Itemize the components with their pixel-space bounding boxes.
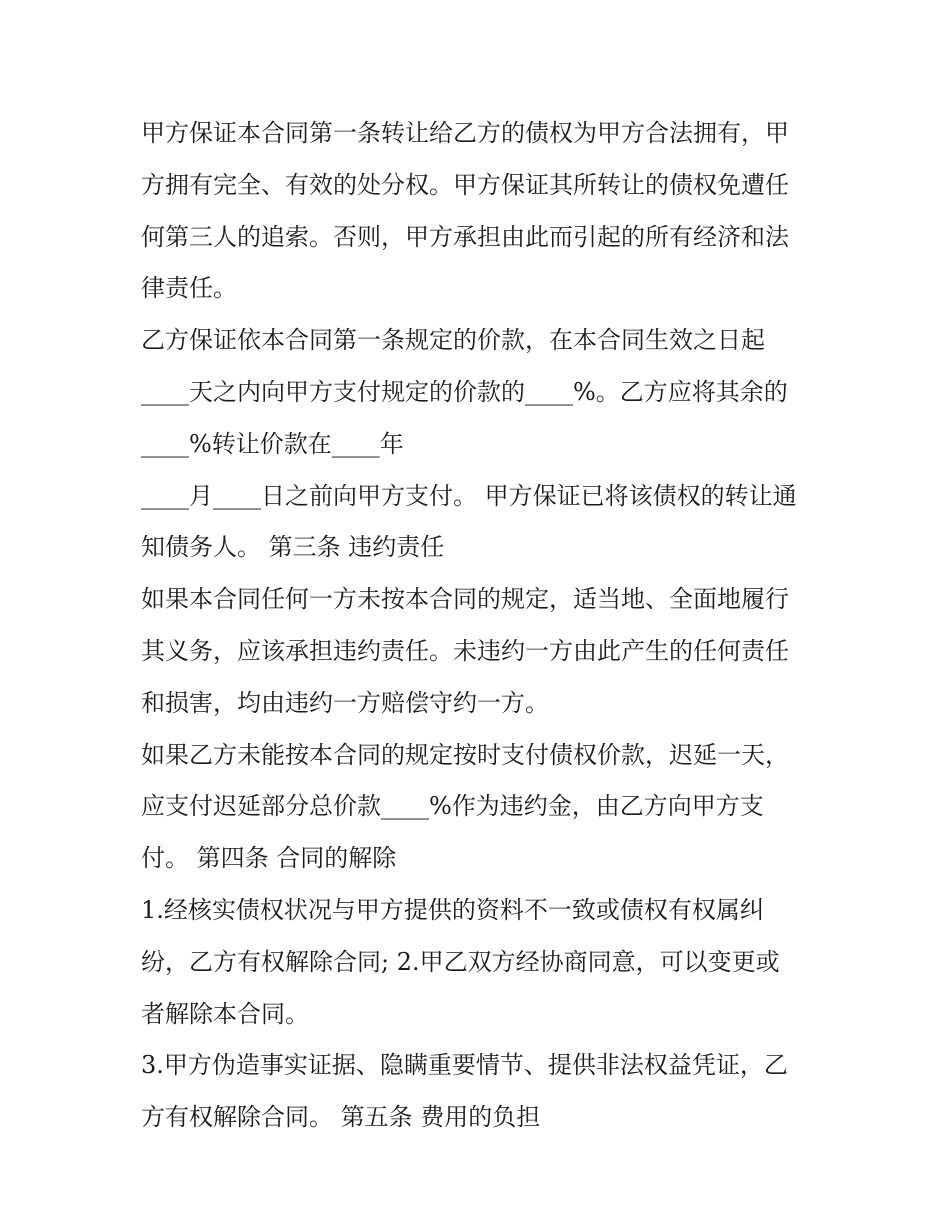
text-line: 如果本合同任何一方未按本合同的规定，适当地、全面地履行: [141, 585, 789, 614]
text-line: 1.经核实债权状况与甲方提供的资料不一致或债权有权属纠: [141, 895, 764, 924]
text-line: ____%转让价款在____年: [141, 429, 404, 458]
text-line: 乙方保证依本合同第一条规定的价款，在本合同生效之日起: [141, 326, 765, 355]
text-line: 甲方保证本合同第一条转让给乙方的债权为甲方合法拥有，甲: [141, 119, 789, 147]
text-line: 者解除本合同。: [141, 999, 309, 1028]
text-line: ____天之内向甲方支付规定的价款的____%。乙方应将其余的: [141, 377, 788, 406]
text-line: ____月____日之前向甲方支付。 甲方保证已将该债权的转让通: [141, 481, 797, 510]
text-line: 纷，乙方有权解除合同; 2.甲乙双方经协商同意，可以变更或: [141, 947, 780, 976]
text-line: 方有权解除合同。 第五条 费用的负担: [141, 1103, 541, 1132]
document-body: [141, 108, 821, 1144]
text-line: 付。 第四条 合同的解除: [141, 844, 397, 873]
text-line: 应支付迟延部分总价款____%作为违约金，由乙方向甲方支: [141, 792, 764, 821]
text-line: 何第三人的追索。否则，甲方承担由此而引起的所有经济和法: [141, 222, 789, 251]
text-line: 和损害，均由违约一方赔偿守约一方。: [141, 688, 549, 717]
text-line: 3.甲方伪造事实证据、隐瞒重要情节、提供非法权益凭证，乙: [141, 1051, 788, 1080]
text-line: 如果乙方未能按本合同的规定按时支付债权价款，迟延一天，: [141, 740, 789, 769]
text-line: 律责任。: [141, 274, 237, 303]
text-line: 其义务，应该承担违约责任。未违约一方由此产生的任何责任: [141, 636, 789, 665]
text-line: 知债务人。 第三条 违约责任: [141, 533, 445, 562]
text-line: 方拥有完全、有效的处分权。甲方保证其所转让的债权免遭任: [141, 170, 789, 199]
